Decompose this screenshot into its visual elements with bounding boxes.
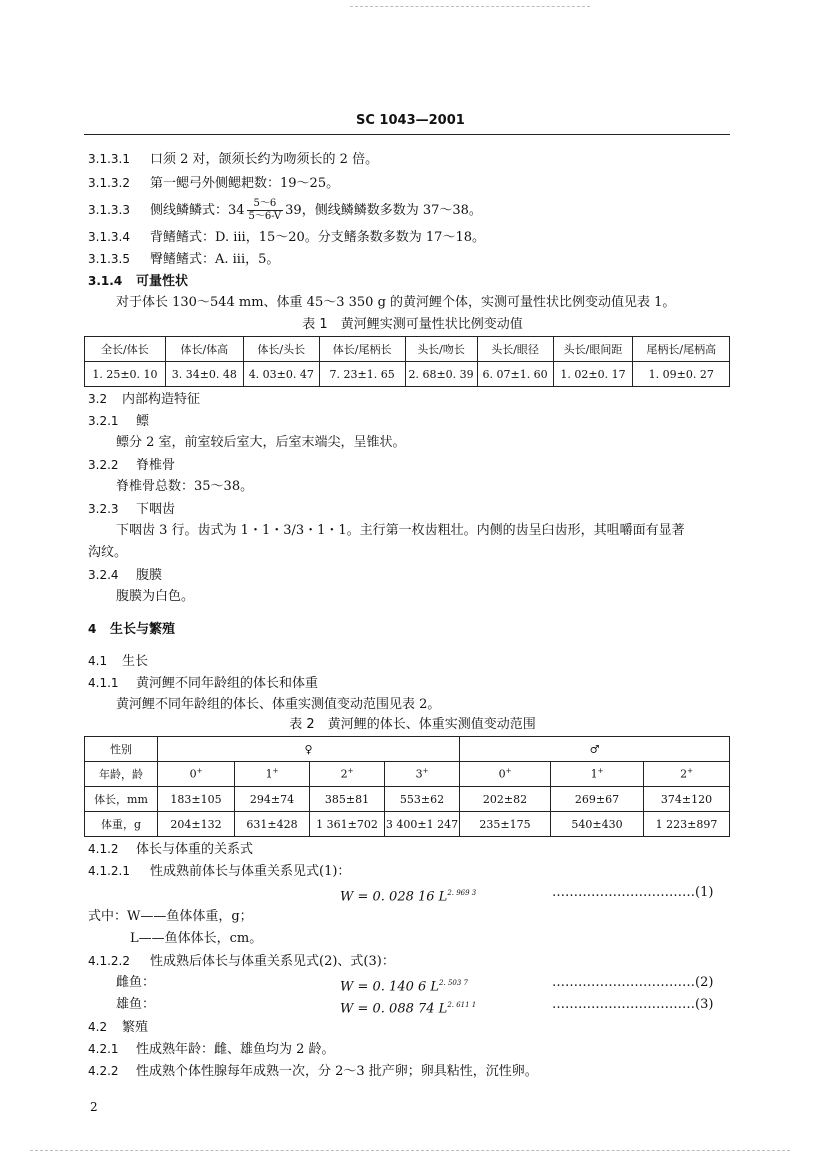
table2-title: 表 2 黄河鲤的体长、体重实测值变动范围 — [289, 717, 536, 732]
clause-3-1-3-4: 3.1.3.4 背鳍鳍式：D. iii，15～20。分支鳍条数多数为 17～18。 — [88, 230, 485, 245]
table2-age-cell: 1+ — [235, 762, 310, 787]
clause-4-2-2: 4.2.2 性成熟个体性腺每年成熟一次，分 2～3 批产卵；卵具粘性，沉性卵。 — [88, 1064, 538, 1079]
table1-value-row — [85, 362, 730, 387]
female-symbol: ♀ — [158, 737, 460, 762]
table1-title: 表 1 黄河鲤实测可量性状比例变动值 — [302, 317, 523, 332]
table1-header: 尾柄长/尾柄高 — [633, 337, 730, 362]
formula-2: W = 0. 140 6 $L^{2. 503 7}$ — [340, 979, 468, 995]
table2-age-row — [85, 762, 730, 787]
paragraph-3-2-3-line2: 沟纹。 — [88, 545, 128, 560]
paragraph-3-2-2: 脊椎骨总数：35～38。 — [116, 479, 254, 494]
clause-3-2-1: 3.2.1 鳔 — [88, 414, 150, 429]
clause-3-2-4: 3.2.4 腹膜 — [88, 568, 163, 583]
formula-2-ref: ……………………………(2) — [552, 975, 714, 990]
table1-header: 头长/眼径 — [477, 337, 553, 362]
table1-header: 体长/体高 — [165, 337, 243, 362]
table2-cell: 294±74 — [235, 787, 310, 812]
table2-age-cell: 2+ — [310, 762, 385, 787]
table2-sex-label: 性别 — [85, 737, 158, 762]
table2-age-label: 年龄，龄 — [85, 762, 158, 787]
table1-cell: 6. 07±1. 60 — [477, 362, 553, 387]
scan-edge — [30, 1150, 790, 1151]
clause-4-2-1: 4.2.1 性成熟年龄：雌、雄鱼均为 2 龄。 — [88, 1042, 335, 1057]
clause-3-2-2: 3.2.2 脊椎骨 — [88, 458, 176, 473]
standard-code: SC 1043—2001 — [356, 113, 465, 128]
formula-where-line2: L——鱼体体长，cm。 — [130, 931, 263, 946]
table2 — [84, 736, 730, 837]
header-rule — [84, 134, 730, 135]
table2-cell: 1 361±702 — [310, 812, 385, 837]
clause-4-1-2-2: 4.1.2.2 性成熟后体长与体重关系见式(2)、式(3)： — [88, 954, 395, 969]
table2-age-cell: 2+ — [644, 762, 730, 787]
table2-length-row — [85, 787, 730, 812]
table1-cell: 1. 09±0. 27 — [633, 362, 730, 387]
formula-where-line1: 式中：W——鱼体体重，g； — [88, 909, 253, 924]
clause-3-1-3-2: 3.1.3.2 第一鳃弓外侧鳃耙数：19～25。 — [88, 176, 340, 191]
clause-3-2: 3.2 内部构造特征 — [88, 392, 201, 407]
table2-cell: 204±132 — [158, 812, 235, 837]
table2-age-cell: 0+ — [460, 762, 551, 787]
table1-header: 全长/体长 — [85, 337, 166, 362]
table1-header: 头长/眼间距 — [553, 337, 633, 362]
table2-length-label: 体长，mm — [85, 787, 158, 812]
clause-3-1-3-1: 3.1.3.1 口须 2 对，颌须长约为吻须长的 2 倍。 — [88, 152, 379, 167]
table1-cell: 7. 23±1. 65 — [319, 362, 405, 387]
male-symbol: ♂ — [460, 737, 730, 762]
paragraph-3-2-3-line1: 下咽齿 3 行。齿式为 1・1・3/3・1・1。主行第一枚齿粗壮。内侧的齿呈臼齿形，其咀嚼面有显著 — [116, 523, 685, 538]
table2-cell: 269±67 — [551, 787, 644, 812]
table2-cell: 235±175 — [460, 812, 551, 837]
table1-cell: 3. 34±0. 48 — [165, 362, 243, 387]
clause-3-2-3: 3.2.3 下咽齿 — [88, 502, 176, 517]
paragraph-3-2-1: 鳔分 2 室，前室较后室大，后室末端尖，呈锥状。 — [116, 435, 406, 450]
clause-3-1-3-3: 3.1.3.3 侧线鳞鳞式：34 $\frac{5\sim 6}{5\sim 6-V}$ 39，侧线鳞鳞数多数为 37～38。 — [88, 198, 482, 222]
formula-3-ref: ……………………………(3) — [552, 997, 714, 1012]
table2-cell: 202±82 — [460, 787, 551, 812]
clause-4-1-2: 4.1.2 体长与体重的关系式 — [88, 842, 254, 857]
clause-4-1: 4.1 生长 — [88, 654, 149, 669]
section-4: 4 生长与繁殖 — [88, 622, 176, 637]
table2-cell: 374±120 — [644, 787, 730, 812]
formula-3-label: 雄鱼： — [116, 997, 156, 1012]
table2-weight-label: 体重，g — [85, 812, 158, 837]
scale-formula-fraction: $\frac{5\sim 6}{5\sim 6-V}$ — [248, 198, 282, 222]
table1-header: 体长/头长 — [243, 337, 319, 362]
table2-cell: 540±430 — [551, 812, 644, 837]
clause-3-1-3-5: 3.1.3.5 臀鳍鳍式：A. iii，5。 — [88, 252, 280, 267]
clause-3-1-4: 3.1.4 可量性状 — [88, 274, 189, 289]
formula-1: W = 0. 028 16 $L^{2. 969 3}$ — [340, 889, 477, 905]
paragraph-4-1-1: 黄河鲤不同年龄组的体长、体重实测值变动范围见表 2。 — [116, 697, 441, 712]
page-number: 2 — [90, 1100, 98, 1114]
clause-4-1-2-1: 4.1.2.1 性成熟前体长与体重关系见式(1)： — [88, 864, 351, 879]
table2-cell: 3 400±1 247 — [385, 812, 460, 837]
table2-sex-row — [85, 737, 730, 762]
paragraph-3-1-4: 对于体长 130～544 mm、体重 45～3 350 g 的黄河鲤个体，实测可量性状比例变动值见表 1。 — [116, 295, 676, 310]
table1-cell: 2. 68±0. 39 — [405, 362, 477, 387]
table2-cell: 183±105 — [158, 787, 235, 812]
scan-edge — [350, 6, 590, 7]
paragraph-3-2-4: 腹膜为白色。 — [116, 589, 195, 604]
table2-cell: 1 223±897 — [644, 812, 730, 837]
formula-2-label: 雌鱼： — [116, 975, 156, 990]
table2-cell: 385±81 — [310, 787, 385, 812]
table1-header-row — [85, 337, 730, 362]
table2-cell: 553±62 — [385, 787, 460, 812]
clause-4-2: 4.2 繁殖 — [88, 1020, 149, 1035]
table1-cell: 1. 02±0. 17 — [553, 362, 633, 387]
table1-header: 体长/尾柄长 — [319, 337, 405, 362]
table2-weight-row — [85, 812, 730, 837]
formula-3: W = 0. 088 74 $L^{2. 611 1}$ — [340, 1001, 477, 1017]
table1 — [84, 336, 730, 387]
table2-age-cell: 3+ — [385, 762, 460, 787]
table1-cell: 4. 03±0. 47 — [243, 362, 319, 387]
formula-1-ref: ……………………………(1) — [552, 885, 714, 900]
table2-age-cell: 0+ — [158, 762, 235, 787]
clause-4-1-1: 4.1.1 黄河鲤不同年龄组的体长和体重 — [88, 676, 319, 691]
table1-cell: 1. 25±0. 10 — [85, 362, 166, 387]
table2-cell: 631±428 — [235, 812, 310, 837]
table1-header: 头长/吻长 — [405, 337, 477, 362]
table2-age-cell: 1+ — [551, 762, 644, 787]
